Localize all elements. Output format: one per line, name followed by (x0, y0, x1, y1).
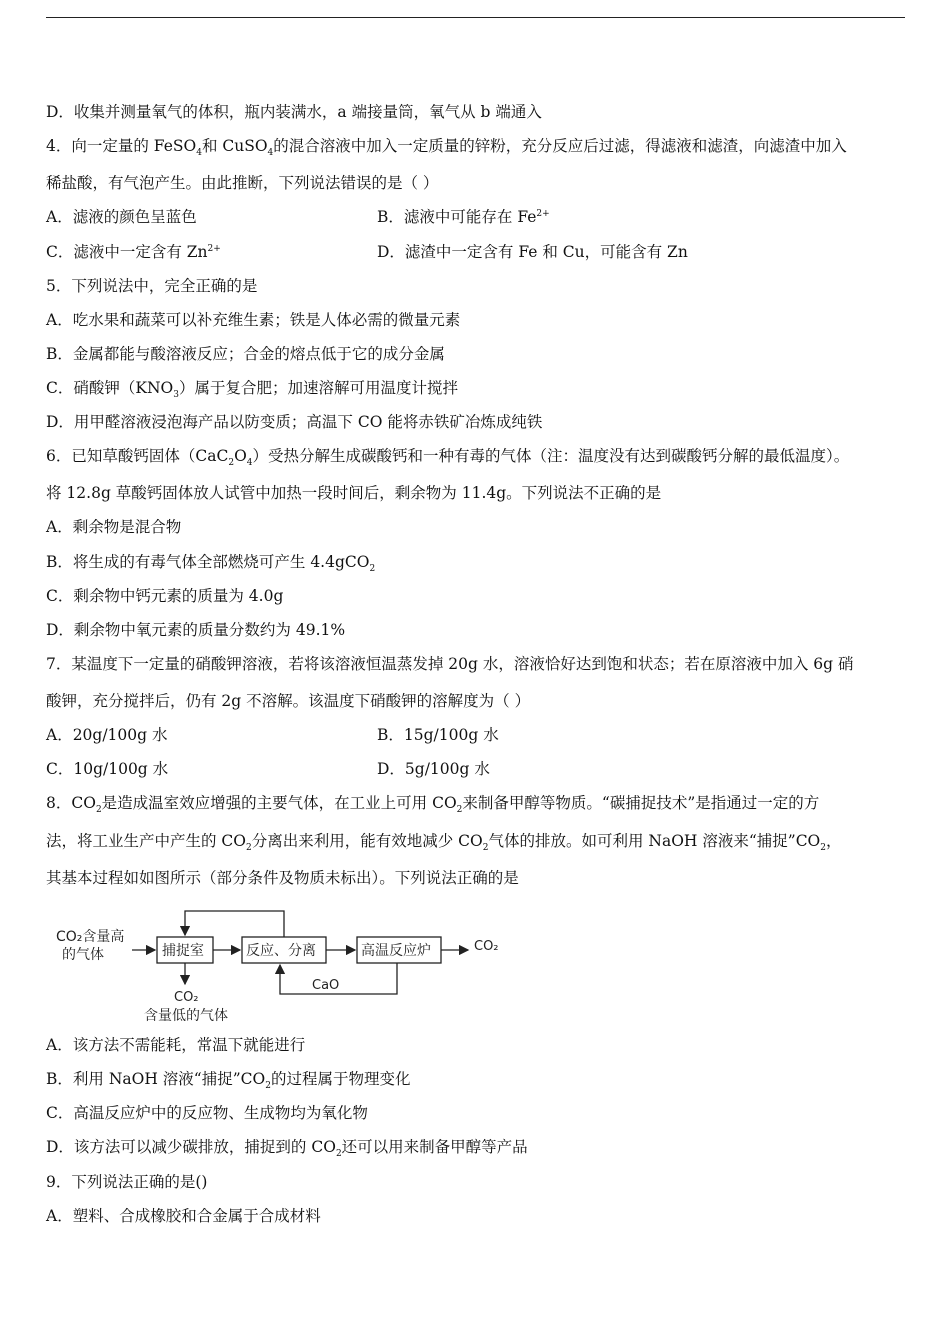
q4-option-d: D．滤渣中一定含有 Fe 和 Cu，可能含有 Zn (377, 243, 688, 261)
q3-option-d: D．收集并测量氧气的体积，瓶内装满水，a 端接量筒，氧气从 b 端通入 (46, 103, 542, 121)
q6-option-d: D．剩余物中氧元素的质量分数约为 49.1% (46, 621, 346, 639)
q4-stem: 4．向一定量的 FeSO$_4$和 CuSO$_4$的混合溶液中加入一定质量的锌粉，充分反应后过滤，得滤液和滤渣，向滤渣中加入 (46, 137, 847, 159)
input-gas-label-2: 的气体 (62, 947, 104, 963)
q4-stem-line2: 稀盐酸，有气泡产生。由此推断，下列说法错误的是（ ） (46, 174, 439, 192)
header-rule (46, 17, 905, 18)
q5-stem: 5．下列说法中，完全正确的是 (46, 277, 258, 295)
q9-option-a: A．塑料、合成橡胶和合金属于合成材料 (46, 1207, 321, 1225)
q7-stem: 7．某温度下一定量的硝酸钾溶液，若将该溶液恒温蒸发掉 20g 水，溶液恰好达到饱和状态；若在原溶液中加入 6g 硝 (46, 655, 854, 673)
q6-option-a: A．剩余物是混合物 (46, 518, 182, 536)
box-high-temp-furnace-label: 高温反应炉 (361, 943, 431, 959)
q6-stem: 6．已知草酸钙固体$(CaC_2O_4)$受热分解生成碳酸钙和一种有毒的气体（注：温度没有达到碳酸钙分解的最低温度）。 (46, 447, 850, 469)
q8-option-a: A．该方法不需能耗，常温下就能进行 (46, 1036, 306, 1054)
q4-option-c: C．滤液中一定含有 $Zn^{2+}$ (46, 243, 221, 261)
q4-option-b: B．滤液中可能存在 $Fe^{2+}$ (377, 208, 550, 226)
carbon-capture-flow-diagram (50, 904, 520, 1030)
q9-stem: 9．下列说法正确的是() (46, 1173, 208, 1191)
q8-option-d: D．该方法可以减少碳排放，捕捉到的 $CO_2$还可以用来制备甲醇等产品 (46, 1138, 528, 1160)
output-co2-label: CO₂ (474, 939, 499, 954)
q6-option-c: C．剩余物中钙元素的质量为 4.0g (46, 587, 284, 605)
q5-option-a: A．吃水果和蔬菜可以补充维生素；铁是人体必需的微量元素 (46, 311, 461, 329)
box-reaction-separation-label: 反应、分离 (246, 943, 316, 959)
q8-option-c: C．高温反应炉中的反应物、生成物均为氧化物 (46, 1104, 368, 1122)
q7-stem-line2: 酸钾，充分搅拌后，仍有 2g 不溶解。该温度下硝酸钾的溶解度为（ ） (46, 692, 531, 710)
q7-option-d: D．5g/100g 水 (377, 760, 490, 778)
q5-option-c: C．硝酸钾$(KNO_3)$属于复合肥；加速溶解可用温度计搅拌 (46, 379, 458, 401)
q6-option-b: B．将生成的有毒气体全部燃烧可产生 4.4gCO$_2$ (46, 553, 376, 575)
box-capture-chamber-label: 捕捉室 (162, 943, 204, 959)
input-gas-label-1: CO₂含量高 (56, 929, 125, 945)
low-co2-label-2: 含量低的气体 (144, 1008, 228, 1024)
q6-stem-line2: 将 12.8g 草酸钙固体放人试管中加热一段时间后，剩余物为 11.4g。下列说法不正确的是 (46, 484, 662, 502)
q8-stem-line2: 法，将工业生产中产生的 $CO_2$分离出来利用，能有效地减少 $CO_2$气体的排放。如可利用 NaOH 溶液来“捕捉$”CO_2$， (46, 832, 842, 854)
q8-option-b: B．利用 NaOH 溶液“捕捉$”CO_2$的过程属于物理变化 (46, 1070, 411, 1092)
q4-option-a: A．滤液的颜色呈蓝色 (46, 208, 197, 226)
q5-option-b: B．金属都能与酸溶液反应；合金的熔点低于它的成分金属 (46, 345, 445, 363)
low-co2-label-1: CO₂ (174, 990, 199, 1005)
q7-option-c: C．10g/100g 水 (46, 760, 169, 778)
q8-stem-line3: 其基本过程如如图所示（部分条件及物质未标出）。下列说法正确的是 (46, 869, 519, 887)
arrow-loop-top (185, 911, 284, 937)
q7-option-b: B．15g/100g 水 (377, 726, 499, 744)
q5-option-d: D．用甲醛溶液浸泡海产品以防变质；高温下 CO 能将赤铁矿冶炼成纯铁 (46, 413, 543, 431)
q7-option-a: A．20g/100g 水 (46, 726, 168, 744)
q8-stem: 8．$CO_2$是造成温室效应增强的主要气体，在工业上可用 $CO_2$来制备甲醇等物质。“碳捕捉技术”是指通过一定的方 (46, 794, 820, 816)
cao-label: CaO (312, 978, 340, 993)
